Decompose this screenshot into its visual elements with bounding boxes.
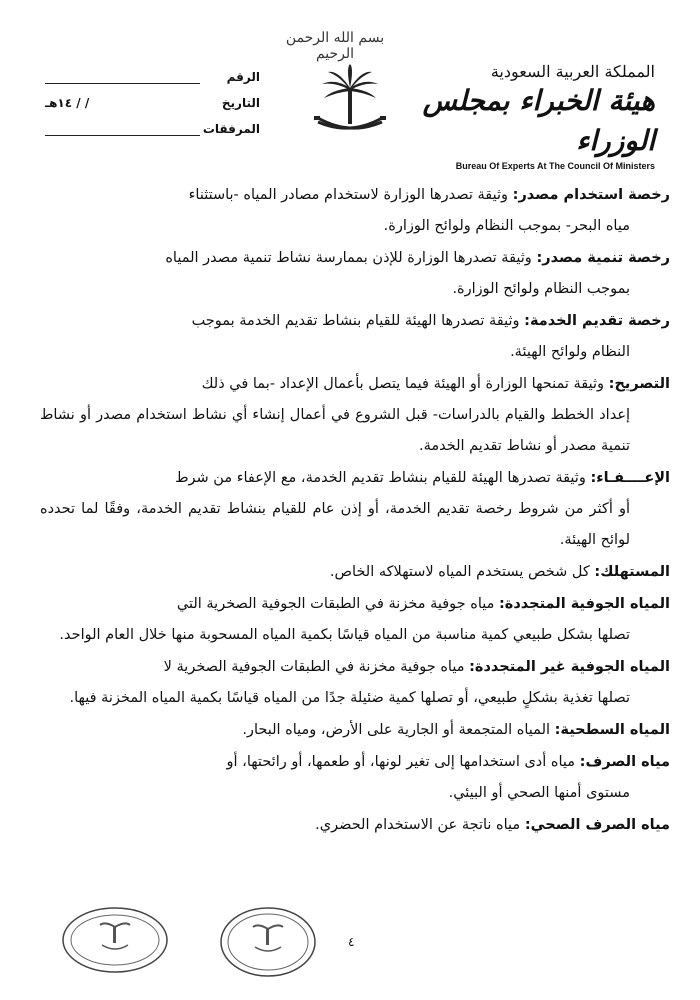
basmala: بسم الله الرحمن الرحيم [285, 30, 385, 62]
definition-continuation: إعداد الخطط والقيام بالدراسات- قبل الشروع في أعمال إنشاء أي نشاط استخدام مصدر أو نشاط تنمية مصدر أو نشاط تقديم الخدمة. [40, 407, 630, 454]
definition-term: المياه السطحية: [554, 722, 670, 738]
definition-term: المستهلك: [594, 564, 670, 580]
bureau-name-english: Bureau Of Experts At The Council Of Ministers [455, 161, 655, 171]
definitions-list [40, 180, 670, 842]
definition-continuation: تصلها بشكل طبيعي كمية مناسبة من المياه قياسًا بكمية المياه المسحوبة منها خلال العام الواحد. [59, 627, 630, 643]
definition-entry [40, 589, 670, 651]
ref-label: الرقم [226, 70, 260, 84]
attachments-line [45, 135, 200, 136]
definition-continuation: أو أكثر من شروط رخصة تقديم الخدمة، أو إذن عام للقيام بنشاط تقديم الخدمة، وفقًا لما تحدده لوائح الهيئة. [40, 501, 630, 548]
definition-term: المياه الجوفية المتجددة: [499, 596, 670, 612]
definition-continuation: مياه البحر- بموجب النظام ولوائح الوزارة. [383, 218, 630, 234]
attachments-label: المرفقات [202, 122, 260, 136]
definition-text: وثيقة تصدرها الهيئة للقيام بنشاط تقديم الخدمة بموجب [191, 313, 525, 329]
definition-text: مياه أدى استخدامها إلى تغير لونها، أو طعمها، أو رائحتها، أو [226, 754, 580, 770]
definition-text: مياه جوفية مخزنة في الطبقات الجوفية الصخرية لا [163, 659, 470, 675]
definition-text: وثيقة تصدرها الوزارة لاستخدام مصادر المياه -باستثناء [188, 187, 513, 203]
ref-line [45, 83, 200, 84]
definition-text: مياه جوفية مخزنة في الطبقات الجوفية الصخرية التي [176, 596, 499, 612]
definition-term: المياه الجوفية غير المتجددة: [469, 659, 670, 675]
definition-text: المياه المتجمعة أو الجارية على الأرض، ومياه البحار. [242, 722, 555, 738]
definition-continuation: بموجب النظام ولوائح الوزارة. [452, 281, 630, 297]
page-number: ٤ [348, 935, 355, 949]
date-value: / / ١٤هـ [45, 96, 90, 110]
definition-entry [40, 810, 670, 841]
definition-entry [40, 715, 670, 746]
organization-block [405, 62, 655, 171]
palm-swords-emblem [310, 60, 390, 140]
bureau-name-arabic: هيئة الخبراء بمجلس الوزراء [422, 84, 655, 157]
official-seal-right [218, 905, 318, 980]
definition-term: رخصة تقديم الخدمة: [524, 313, 670, 329]
definition-entry [40, 463, 670, 556]
definition-entry [40, 652, 670, 714]
reference-block [45, 70, 260, 148]
definition-entry [40, 557, 670, 588]
definition-term: رخصة تنمية مصدر: [536, 250, 670, 266]
definition-text: كل شخص يستخدم المياه لاستهلاكه الخاص. [329, 564, 595, 580]
definition-text: وثيقة تصدرها الوزارة للإذن بممارسة نشاط تنمية مصدر المياه [165, 250, 537, 266]
ref-row [45, 70, 260, 96]
date-label: التاريخ [221, 96, 260, 110]
official-seal-left [60, 905, 170, 975]
definition-continuation: تصلها تغذية بشكلٍ طبيعي، أو تصلها كمية ضئيلة جدًا من المياه قياسًا بكمية المياه المخزنة فيها. [69, 690, 630, 706]
definition-text: وثيقة تمنحها الوزارة أو الهيئة فيما يتصل بأعمال الإعداد -بما في ذلك [201, 376, 609, 392]
definition-term: مياه الصرف الصحي: [524, 817, 670, 833]
definition-term: مياه الصرف: [579, 754, 670, 770]
definition-term: رخصة استخدام مصدر: [512, 187, 670, 203]
definition-term: التصريح: [608, 376, 670, 392]
kingdom-name: المملكة العربية السعودية [490, 62, 655, 81]
definition-entry [40, 306, 670, 368]
definition-entry [40, 243, 670, 305]
attachments-row [45, 122, 260, 148]
definition-continuation: النظام ولوائح الهيئة. [510, 344, 630, 360]
definition-entry [40, 369, 670, 462]
definition-text: وثيقة تصدرها الهيئة للقيام بنشاط تقديم الخدمة، مع الإعفاء من شرط [175, 470, 591, 486]
definition-term: الإعــــفـاء: [590, 470, 670, 486]
definition-continuation: مستوى أمنها الصحي أو البيئي. [448, 785, 630, 801]
definition-text: مياه ناتجة عن الاستخدام الحضري. [315, 817, 525, 833]
definition-entry [40, 747, 670, 809]
definition-entry [40, 180, 670, 242]
date-row [45, 96, 260, 122]
